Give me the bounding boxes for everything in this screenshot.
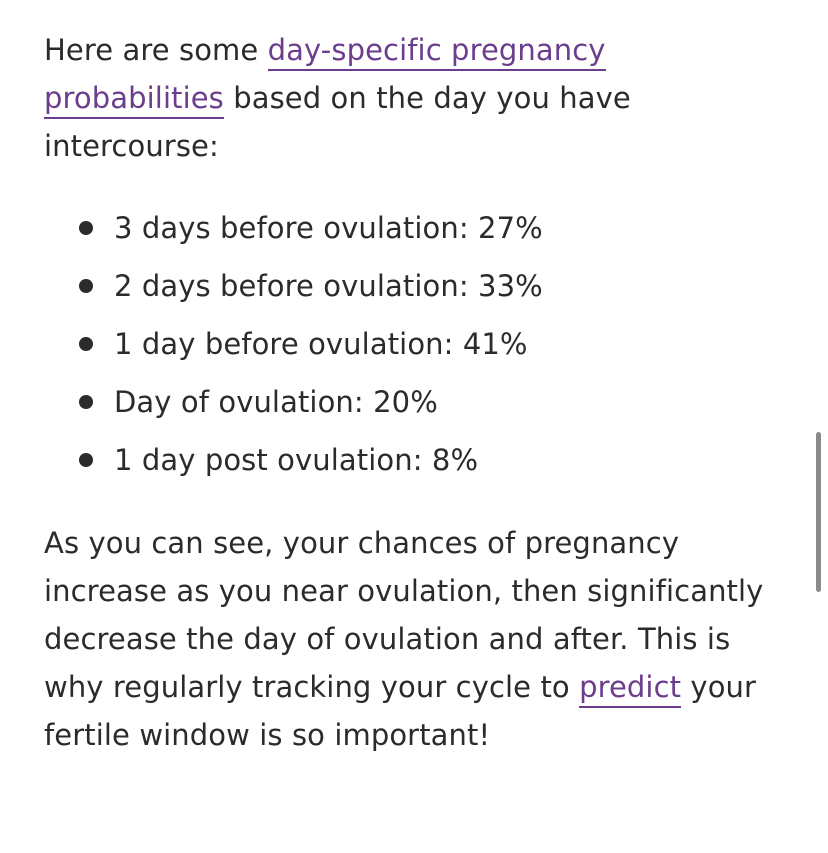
conclusion-paragraph bbox=[44, 519, 774, 759]
intro-paragraph bbox=[44, 26, 774, 170]
article-body bbox=[44, 26, 774, 759]
list-item-text: 1 day post ovulation: 8% bbox=[114, 443, 479, 477]
list-item bbox=[44, 199, 774, 257]
bullet-icon bbox=[79, 279, 93, 293]
bullet-icon bbox=[79, 221, 93, 235]
bullet-icon bbox=[79, 453, 93, 467]
list-item-text: 1 day before ovulation: 41% bbox=[114, 327, 528, 361]
conclusion-text-end: your fertile window is so important! bbox=[44, 670, 757, 752]
predict-link[interactable]: predict bbox=[579, 670, 681, 708]
list-item-text: 3 days before ovulation: 27% bbox=[114, 211, 543, 245]
intro-text-start: Here are some bbox=[44, 33, 268, 67]
conclusion-text-start: As you can see, your chances of pregnancy increase as you near ovulation, then significantly decrease the day of ovulation and after. This is why regularly tracking your cycle to bbox=[44, 526, 764, 704]
list-item-text: 2 days before ovulation: 33% bbox=[114, 269, 543, 303]
list-item bbox=[44, 373, 774, 431]
bullet-icon bbox=[79, 395, 93, 409]
list-item bbox=[44, 315, 774, 373]
probability-list bbox=[44, 199, 774, 489]
intro-text-end: based on the day you have intercourse: bbox=[44, 81, 631, 163]
bullet-icon bbox=[79, 337, 93, 351]
list-item-text: Day of ovulation: 20% bbox=[114, 385, 438, 419]
vertical-scrollbar[interactable] bbox=[816, 432, 821, 592]
list-item bbox=[44, 431, 774, 489]
list-item bbox=[44, 257, 774, 315]
day-specific-probabilities-link[interactable]: day-specific pregnancy probabilities bbox=[44, 33, 606, 119]
